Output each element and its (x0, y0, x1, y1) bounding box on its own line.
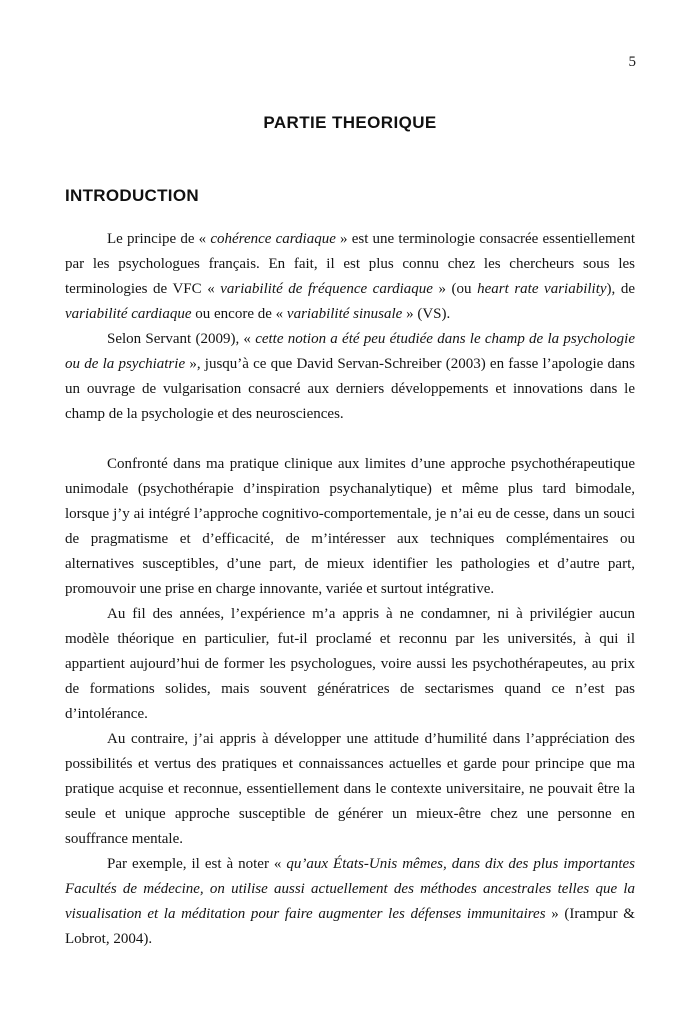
section-heading: INTRODUCTION (65, 186, 199, 205)
paragraph (65, 602, 635, 727)
text-run: Selon Servant (2009), « (107, 331, 256, 347)
text-run: Le principe de « (107, 231, 211, 247)
paragraph (65, 227, 635, 327)
text-run: » (ou (432, 281, 478, 297)
text-run: Au contraire, j’ai appris à développer une attitude d’humilité dans l’appréciation des possibilités et vertus des pratiques et connaissances actuelles et garde pour principe que ma pratique acquise et reconnue, essentiellement dans le contexte universitaire, ne pouvait être la seule et unique approche susceptible de générer un mieux-être chez une personne en souffrance mentale. (65, 731, 635, 847)
text-run: » (VS). (402, 306, 451, 322)
text-run-italic: qu’aux États-Unis mêmes, dans dix des plus importantes Facultés de médecine, on utilise aussi actuellement des méthodes ancestrales telles que la visualisation et la méditation pour faire augmenter les défenses immunitaires (65, 856, 635, 922)
text-run-italic: cette notion a été peu étudiée dans le champ de la psychologie ou de la psychiatrie (65, 331, 636, 372)
text-run: Au fil des années, l’expérience m’a appris à ne condamner, ni à privilégier aucun modèle théorique en particulier, fut-il proclamé et reconnu par les universités, à qui il appartient aujourd’hui de former les psychologues, voire aussi les psychothérapeutes, au prix de formations solides, mais souvent génératrices de sectarismes quand ce n’est pas d’intolérance. (65, 606, 635, 722)
text-run: Confronté dans ma pratique clinique aux limites d’une approche psychothérapeutique unimodale (psychothérapie d’inspiration psychanalytique) et même plus tard bimodale, lorsque j’y ai intégré l’approche cognitivo-comportementale, je n’ai eu de cesse, dans un souci de pragmatisme et d’efficacité, de m’intéresser aux techniques complémentaires ou alternatives susceptibles, d’une part, de mieux identifier les pathologies et d’autre part, promouvoir une prise en charge innovante, variée et surtout intégrative. (65, 456, 635, 597)
text-run: » (Irampur & Lobrot, 2004). (65, 906, 635, 947)
text-run-italic: cohérence cardiaque (210, 231, 336, 247)
text-run-italic: variabilité cardiaque (65, 306, 192, 322)
text-run: ou encore de « (191, 306, 287, 322)
paragraph (65, 452, 635, 602)
page-number: 5 (628, 54, 636, 70)
body-paragraphs (65, 227, 635, 952)
text-run: ), de (606, 281, 635, 297)
part-title: PARTIE THEORIQUE (263, 113, 437, 132)
text-run: », jusqu’à ce que David Servan-Schreiber (2003) en fasse l’apologie dans un ouvrage de vulgarisation consacré aux derniers développements et innovations dans le champ de la psychologie et des neurosciences. (65, 356, 635, 422)
paragraph (65, 327, 635, 427)
text-run: » est une terminologie consacrée essentiellement par les psychologues français. En fait, il est plus connu chez les chercheurs sous les terminologies de VFC « (65, 231, 635, 297)
text-run-italic: heart rate variability (477, 281, 607, 297)
text-run: Par exemple, il est à noter « (107, 856, 287, 872)
text-run-italic: variabilité de fréquence cardiaque (220, 281, 433, 297)
paragraph (65, 727, 635, 852)
text-run-italic: variabilité sinusale (286, 306, 403, 322)
paragraph (65, 852, 635, 952)
